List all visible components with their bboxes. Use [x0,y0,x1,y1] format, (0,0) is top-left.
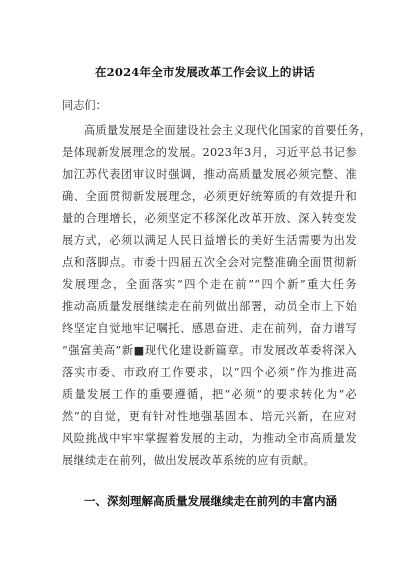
paragraph-line: 发展理念，全面落实“四个走在前”“四个新”重大任务 [62,278,357,291]
paragraph-line: “强富美高”新■现代化建设新篇章。市发展改革委将深入 [62,344,357,357]
paragraph-line: 是体现新发展理念的发展。2023年3月，习近平总书记参 [62,146,357,159]
paragraph-line: 风险挑战中牢牢掌握着发展的主动，为推动全市高质量发 [62,432,357,445]
paragraph-line: 然”的自觉，更有针对性地强基固本、培元兴新，在应对 [62,410,357,423]
paragraph-line: 展方式，必须以满足人民日益增长的美好生活需要为出发 [62,234,357,247]
paragraph-line: 推动高质量发展继续走在前列做出部署，动员全市上下始 [62,300,357,313]
section-heading: 一、深刻理解高质量发展继续走在前列的丰富内涵 [84,494,337,508]
paragraph-line: 点和落脚点。市委十四届五次全会对完整准确全面贯彻新 [62,256,357,269]
paragraph-line: 加江苏代表团审议时强调，推动高质量发展必须完整、准 [62,168,357,181]
paragraph-line: 高质量发展是全面建设社会主义现代化国家的首要任务， [84,124,372,137]
paragraph-line: 终坚定自觉地牢记嘱托、感恩奋进、走在前列，奋力谱写 [62,322,357,335]
salutation: 同志们： [62,99,107,112]
paragraph-line: 量的合理增长，必须坚定不移深化改革开放、深入转变发 [62,212,357,225]
document-title: 在2024年全市发展改革工作会议上的讲话 [94,65,315,79]
paragraph-line: 质量发展工作的重要遵循，把“必须”的要求转化为“必 [62,388,357,401]
paragraph-line: 确、全面贯彻新发展理念，必须更好统筹质的有效提升和 [62,190,357,203]
paragraph-line: 落实市委、市政府工作要求，以“四个必须”作为推进高 [62,366,357,379]
paragraph-line: 展继续走在前列，做出发展改革系统的应有贡献。 [62,454,315,467]
